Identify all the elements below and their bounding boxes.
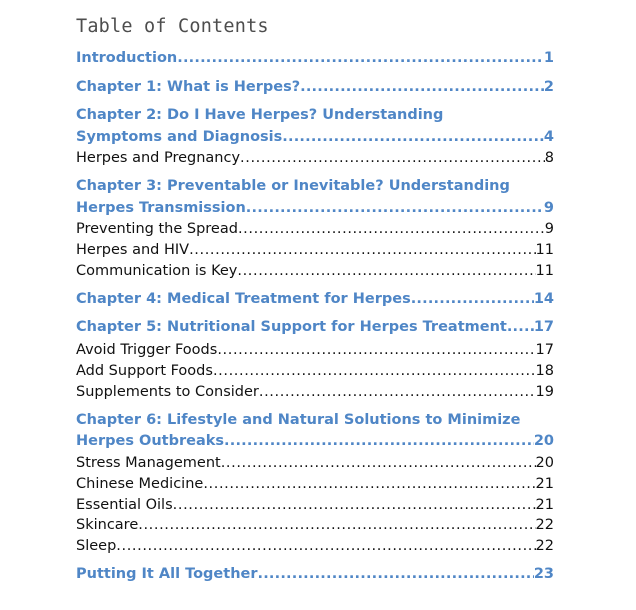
toc-entry-label: Chinese Medicine	[76, 476, 204, 492]
toc-entry-page: 11	[535, 242, 554, 258]
toc-entry-label: Skincare	[76, 517, 139, 533]
toc-entry-label: Introduction	[76, 50, 178, 66]
toc-entry-introduction[interactable]	[76, 50, 554, 66]
toc-entry-page: 17	[535, 342, 554, 358]
toc-entry-chinese-medicine[interactable]	[76, 476, 554, 492]
toc-entry-page: 14	[533, 291, 554, 307]
dot-leader	[507, 319, 534, 335]
dot-leader	[246, 200, 544, 216]
toc-entry-label: Add Support Foods	[76, 363, 213, 379]
dot-leader	[224, 433, 534, 449]
dot-leader	[138, 517, 535, 533]
toc-entry-page: 2	[543, 79, 554, 95]
toc-entry-chapter-6-line1[interactable]: Chapter 6: Lifestyle and Natural Solutions to Minimize	[76, 412, 521, 428]
toc-entry-label: Herpes Transmission	[76, 200, 246, 216]
toc-entry-label: Herpes Outbreaks	[76, 433, 225, 449]
toc-entry-page: 22	[535, 517, 554, 533]
toc-entry-label: Sleep	[76, 538, 117, 554]
dot-leader	[238, 221, 545, 237]
toc-entry-chapter-6[interactable]	[76, 433, 554, 449]
toc-title: Table of Contents	[76, 16, 269, 37]
toc-entry-page: 18	[535, 363, 554, 379]
dot-leader	[259, 384, 536, 400]
toc-entry-communication-is-key[interactable]	[76, 263, 554, 279]
toc-entry-page: 21	[535, 497, 554, 513]
toc-entry-chapter-3[interactable]	[76, 200, 554, 216]
dot-leader	[217, 342, 535, 358]
toc-entry-add-support-foods[interactable]	[76, 363, 554, 379]
dot-leader	[177, 50, 544, 66]
dot-leader	[189, 242, 535, 258]
toc-entry-page: 20	[535, 455, 554, 471]
dot-leader	[258, 566, 534, 582]
toc-entry-sleep[interactable]	[76, 538, 554, 554]
dot-leader	[240, 150, 545, 166]
toc-entry-chapter-3-line1[interactable]: Chapter 3: Preventable or Inevitable? Understanding	[76, 178, 510, 194]
dot-leader	[411, 291, 534, 307]
toc-entry-label: Putting It All Together	[76, 566, 258, 582]
toc-entry-page: 21	[535, 476, 554, 492]
toc-entry-avoid-trigger-foods[interactable]	[76, 342, 554, 358]
toc-entry-page: 8	[544, 150, 554, 166]
toc-entry-chapter-2[interactable]	[76, 129, 554, 145]
toc-entry-stress-management[interactable]	[76, 455, 554, 471]
dot-leader	[237, 263, 535, 279]
toc-entry-label: Avoid Trigger Foods	[76, 342, 218, 358]
toc-entry-chapter-1[interactable]	[76, 79, 554, 95]
toc-entry-label: Essential Oils	[76, 497, 173, 513]
dot-leader	[213, 363, 536, 379]
toc-entry-label: Chapter 1: What is Herpes?	[76, 79, 301, 95]
toc-entry-preventing-the-spread[interactable]	[76, 221, 554, 237]
toc-entry-page: 11	[535, 263, 554, 279]
dot-leader	[282, 129, 544, 145]
dot-leader	[173, 497, 536, 513]
toc-entry-chapter-5[interactable]	[76, 319, 554, 335]
toc-entry-putting-it-all-together[interactable]	[76, 566, 554, 582]
toc-entry-page: 20	[533, 433, 554, 449]
toc-entry-label: Herpes and HIV	[76, 242, 190, 258]
toc-entry-page: 23	[533, 566, 554, 582]
dot-leader	[221, 455, 536, 471]
toc-entry-page: 1	[543, 50, 554, 66]
dot-leader	[300, 79, 544, 95]
toc-entry-essential-oils[interactable]	[76, 497, 554, 513]
toc-entry-label: Chapter 5: Nutritional Support for Herpes Treatment	[76, 319, 507, 335]
toc-entry-herpes-and-pregnancy[interactable]	[76, 150, 554, 166]
toc-entry-label: Communication is Key	[76, 263, 238, 279]
toc-entry-chapter-2-line1[interactable]: Chapter 2: Do I Have Herpes? Understanding	[76, 107, 444, 123]
toc-entry-supplements-to-consider[interactable]	[76, 384, 554, 400]
toc-entry-label: Stress Management	[76, 455, 221, 471]
toc-entry-label: Chapter 4: Medical Treatment for Herpes	[76, 291, 411, 307]
toc-entry-label: Preventing the Spread	[76, 221, 238, 237]
toc-entry-skincare[interactable]	[76, 517, 554, 533]
toc-entry-label: Supplements to Consider	[76, 384, 259, 400]
toc-entry-page: 17	[533, 319, 554, 335]
dot-leader	[203, 476, 535, 492]
toc-entry-chapter-4[interactable]	[76, 291, 554, 307]
toc-entry-page: 9	[544, 221, 554, 237]
toc-entry-page: 9	[543, 200, 554, 216]
toc-entry-page: 19	[535, 384, 554, 400]
toc-entry-herpes-and-hiv[interactable]	[76, 242, 554, 258]
toc-entry-label: Symptoms and Diagnosis	[76, 129, 283, 145]
toc-entry-page: 22	[535, 538, 554, 554]
toc-entry-label: Herpes and Pregnancy	[76, 150, 241, 166]
toc-entry-page: 4	[543, 129, 554, 145]
dot-leader	[116, 538, 535, 554]
